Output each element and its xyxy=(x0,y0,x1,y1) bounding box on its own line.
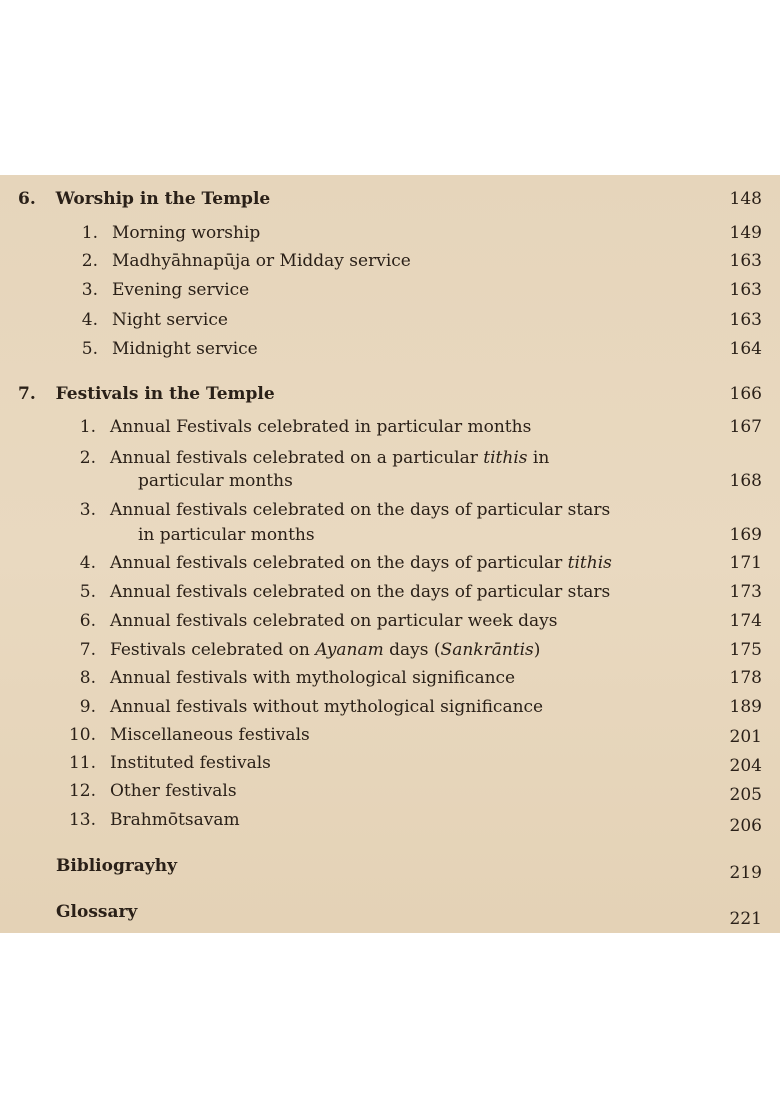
list-item: 3. Evening service xyxy=(81,280,250,300)
glossary-page: 221 xyxy=(729,909,762,929)
item-page: 171 xyxy=(729,553,762,573)
list-item: 10. Miscellaneous festivals xyxy=(68,725,310,745)
glossary-heading: Glossary xyxy=(56,902,138,922)
list-item: 1. Annual Festivals celebrated in particular months xyxy=(79,417,532,437)
item-page: 178 xyxy=(729,668,762,688)
list-item: 9. Annual festivals without mythological significance xyxy=(79,697,544,717)
list-item: 2. Annual festivals celebrated on a particular tithis in xyxy=(79,448,550,468)
list-item: 6. Annual festivals celebrated on particular week days xyxy=(79,611,558,631)
book-page xyxy=(0,175,780,933)
list-item-continuation: in particular months xyxy=(138,525,315,545)
chapter-title: Festivals in the Temple xyxy=(55,384,275,404)
item-page: 173 xyxy=(729,582,762,602)
item-page: 206 xyxy=(729,816,762,836)
list-item: 12. Other festivals xyxy=(68,781,237,801)
list-item: 1. Morning worship xyxy=(81,223,261,243)
chapter-6-heading xyxy=(18,188,270,210)
chapter-number: 7. xyxy=(18,384,36,404)
item-page: 149 xyxy=(729,223,762,243)
item-page: 163 xyxy=(729,310,762,330)
list-item: 7. Festivals celebrated on Ayanam days (Sankrāntis) xyxy=(79,640,541,660)
item-page: 204 xyxy=(729,756,762,776)
list-item: 4. Night service xyxy=(81,310,228,330)
item-page: 201 xyxy=(729,727,762,747)
list-item: 11. Instituted festivals xyxy=(68,753,271,773)
item-page: 167 xyxy=(729,417,762,437)
item-page: 163 xyxy=(729,251,762,271)
item-page: 163 xyxy=(729,280,762,300)
item-page: 168 xyxy=(729,471,762,491)
item-page: 189 xyxy=(729,697,762,717)
chapter-number: 6. xyxy=(18,189,36,209)
chapter-title: Worship in the Temple xyxy=(55,189,271,209)
chapter-page: 148 xyxy=(729,189,762,209)
bibliography-page: 219 xyxy=(729,863,762,883)
list-item: 5. Midnight service xyxy=(81,339,258,359)
list-item-continuation: particular months xyxy=(138,471,293,491)
list-item: 4. Annual festivals celebrated on the days of particular tithis xyxy=(79,553,612,573)
item-page: 164 xyxy=(729,339,762,359)
chapter-7-heading xyxy=(18,383,275,405)
list-item: 8. Annual festivals with mythological significance xyxy=(79,668,516,688)
list-item: 5. Annual festivals celebrated on the days of particular stars xyxy=(79,582,611,602)
item-page: 175 xyxy=(729,640,762,660)
item-page: 169 xyxy=(729,525,762,545)
item-page: 205 xyxy=(729,785,762,805)
list-item: 2. Madhyāhnapūja or Midday service xyxy=(81,251,411,271)
bibliography-heading: Bibliograyhy xyxy=(56,856,177,876)
list-item: 13. Brahmōtsavam xyxy=(68,810,240,830)
item-page: 174 xyxy=(729,611,762,631)
list-item: 3. Annual festivals celebrated on the days of particular stars xyxy=(79,500,611,520)
chapter-page: 166 xyxy=(729,384,762,404)
